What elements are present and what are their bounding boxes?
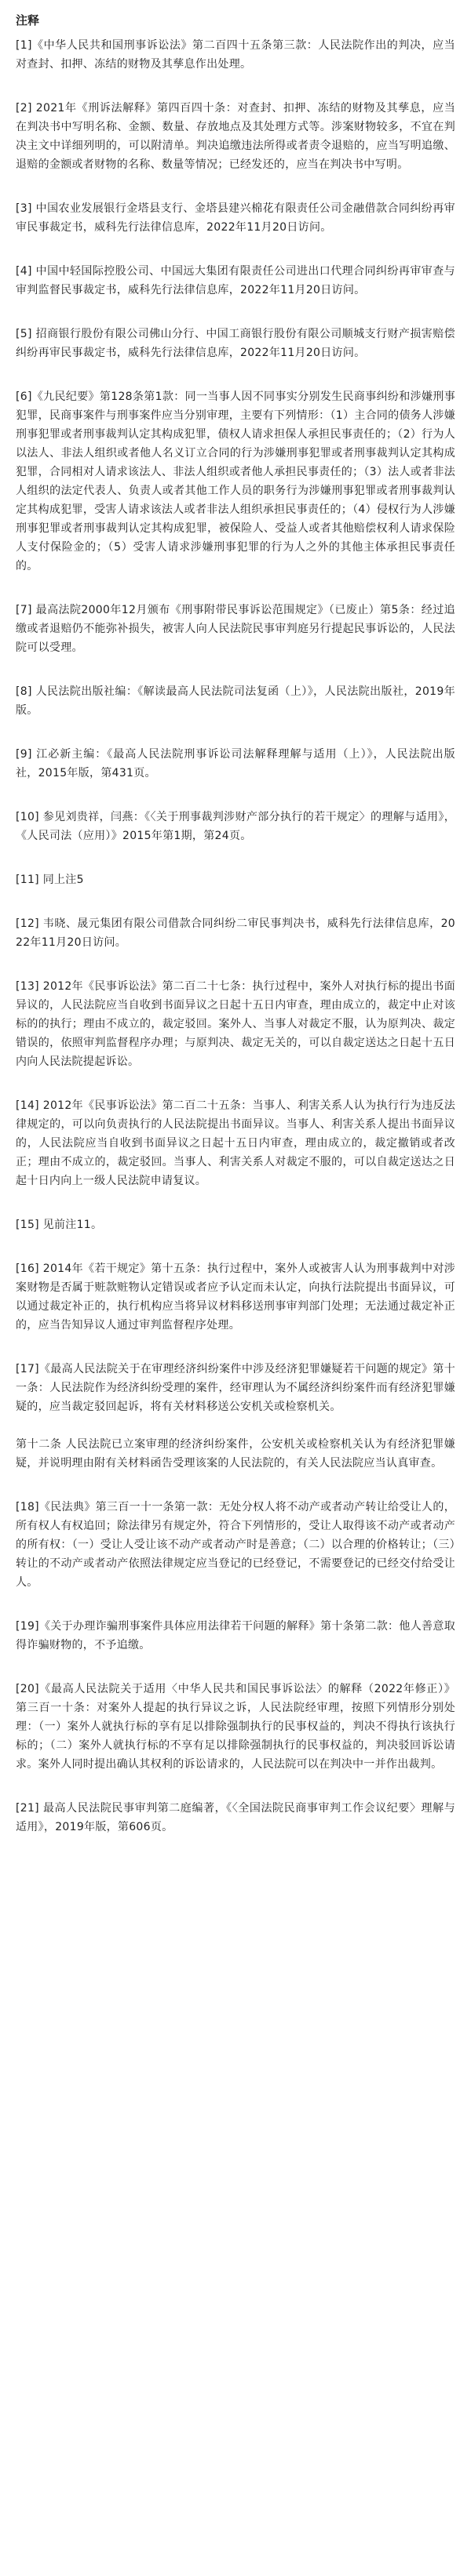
note-item: [12] 韦晓、晟元集团有限公司借款合同纠纷二审民事判决书，威科先行法律信息库，2022年11月20日访问。 — [16, 917, 455, 949]
note-item: [6]《九民纪要》第128条第1款：同一当事人因不同事实分别发生民商事纠纷和涉嫌刑事犯罪，民商事案件与刑事案件应当分别审理，主要有下列情形：（1）主合同的债务人涉嫌刑事犯罪或者刑事裁判认定其构成犯罪，债权人请求担保人承担民事责任的；（2）行为人以法人、非法人组织或者他人名义订立合同的行为涉嫌刑事犯罪或者刑事裁判认定其构成犯罪，合同相对人请求该法人、非法人组织或者他人承担民事责任的；（3）法人或者非法人组织的法定代表人、负责人或者其他工作人员的职务行为涉嫌刑事犯罪或者刑事裁判认定其构成犯罪，受害人请求该法人或者非法人组织承担民事责任的；（4）侵权行为人涉嫌刑事犯罪或者刑事裁判认定其构成犯罪，被保险人、受益人或者其他赔偿权利人请求保险人支付保险金的；（5）受害人请求涉嫌刑事犯罪的行为人之外的其他主体承担民事责任的。 — [16, 391, 455, 572]
page-title: 注释 — [16, 13, 40, 27]
note-item: [20]《最高人民法院关于适用〈中华人民共和国民事诉讼法〉的解释（2022年修正）》第三百一十条：对案外人提起的执行异议之诉，人民法院经审理，按照下列情形分别处理：（一）案外人就执行标的享有足以排除强制执行的民事权益的，判决不得执行该执行标的；（二）案外人就执行标的不享有足以排除强制执行的民事权益的，判决驳回诉讼请求。案外人同时提出确认其权利的诉讼请求的，人民法院可以在判决中一并作出裁判。 — [16, 1683, 455, 1771]
note-item: [7] 最高法院2000年12月颁布《刑事附带民事诉讼范围规定》（已废止）第5条：经过追缴或者退赔仍不能弥补损失，被害人向人民法院民事审判庭另行提起民事诉讼的，人民法院可以受理。 — [16, 604, 455, 654]
note-item: [15] 见前注11。 — [16, 1219, 103, 1231]
note-item: [18]《民法典》第三百一十一条第一款：无处分权人将不动产或者动产转让给受让人的，所有权人有权追回；除法律另有规定外，符合下列情形的，受让人取得该不动产或者动产的所有权：（一）受让人受让该不动产或者动产时是善意；（二）以合理的价格转让；（三）转让的不动产或者动产依照法律规定应当登记的已经登记，不需要登记的已经交付给受让人。 — [16, 1501, 455, 1589]
note-item: [11] 同上注5 — [16, 874, 84, 886]
note-item: [10] 参见刘贵祥，闫燕：《〈关于刑事裁判涉财产部分执行的若干规定〉的理解与适用》，《人民司法（应用）》2015年第1期，第24页。 — [16, 811, 455, 842]
note-item: [16] 2014年《若干规定》第十五条：执行过程中，案外人或被害人认为刑事裁判中对涉案财物是否属于赃款赃物认定错误或者应予认定而未认定，向执行法院提出书面异议，可以通过裁定补正的，执行机构应当将异议材料移送刑事审判部门处理；无法通过裁定补正的，应当告知异议人通过审判监督程序处理。 — [16, 1263, 455, 1332]
note-item: [9] 江必新主编：《最高人民法院刑事诉讼司法解释理解与适用（上）》，人民法院出版社，2015年版，第431页。 — [16, 748, 455, 779]
note-item: [17]《最高人民法院关于在审理经济纠纷案件中涉及经济犯罪嫌疑若干问题的规定》第十一条：人民法院作为经济纠纷受理的案件，经审理认为不属经济纠纷案件而有经济犯罪嫌疑的，应当裁定驳回起诉，将有关材料移送公安机关或检察机关。 第十二条 人民法院已立案审理的经济纠纷案件，公安机关或检察机关认为有经济犯罪嫌疑，并说明理由附有关材料函告受理该案的人民法院的，有关人民法院应当认真审查。 — [16, 1363, 455, 1470]
notes-list — [16, 36, 455, 1837]
note-item: [19]《关于办理诈骗刑事案件具体应用法律若干问题的解释》第十条第二款：他人善意取得诈骗财物的，不予追缴。 — [16, 1620, 455, 1651]
note-item: [21] 最高人民法院民事审判第二庭编著，《〈全国法院民商事审判工作会议纪要〉理解与适用》，2019年版，第606页。 — [16, 1802, 455, 1833]
note-item: [4] 中国中轻国际控股公司、中国远大集团有限责任公司进出口代理合同纠纷再审审查与审判监督民事裁定书，威科先行法律信息库，2022年11月20日访问。 — [16, 265, 455, 296]
note-item: [3] 中国农业发展银行金塔县支行、金塔县建兴棉花有限责任公司金融借款合同纠纷再审审民事裁定书，威科先行法律信息库，2022年11月20日访问。 — [16, 202, 455, 234]
note-item: [5] 招商银行股份有限公司佛山分行、中国工商银行股份有限公司顺城支行财产损害赔偿纠纷再审民事裁定书，威科先行法律信息库，2022年11月20日访问。 — [16, 328, 455, 359]
note-item: [14] 2012年《民事诉讼法》第二百二十五条：当事人、利害关系人认为执行行为违反法律规定的，可以向负责执行的人民法院提出书面异议。当事人、利害关系人提出书面异议的，人民法院应当自收到书面异议之日起十五日内审查，理由成立的，裁定撤销或者改正；理由不成立的，裁定驳回。当事人、利害关系人对裁定不服的，可以自裁定送达之日起十日内向上一级人民法院申请复议。 — [16, 1099, 455, 1187]
note-item: [1]《中华人民共和国刑事诉讼法》第二百四十五条第三款：人民法院作出的判决，应当对查封、扣押、冻结的财物及其孳息作出处理。 — [16, 39, 455, 71]
note-item: [2] 2021年《刑诉法解释》第四百四十条：对查封、扣押、冻结的财物及其孳息，应当在判决书中写明名称、金额、数量、存放地点及其处理方式等。涉案财物较多，不宜在判决主文中详细列明的，可以附清单。判决追缴违法所得或者责令退赔的，应当写明追缴、退赔的金额或者财物的名称、数量等情况；已经发还的，应当在判决书中写明。 — [16, 102, 455, 171]
note-item: [8] 人民法院出版社编：《解读最高人民法院司法复函（上）》，人民法院出版社，2019年版。 — [16, 685, 455, 717]
note-item: [13] 2012年《民事诉讼法》第二百二十七条：执行过程中，案外人对执行标的提出书面异议的，人民法院应当自收到书面异议之日起十五日内审查，理由成立的，裁定中止对该标的的执行；理由不成立的，裁定驳回。案外人、当事人对裁定不服，认为原判决、裁定错误的，依照审判监督程序办理；与原判决、裁定无关的，可以自裁定送达之日起十五日内向人民法院提起诉讼。 — [16, 980, 455, 1068]
